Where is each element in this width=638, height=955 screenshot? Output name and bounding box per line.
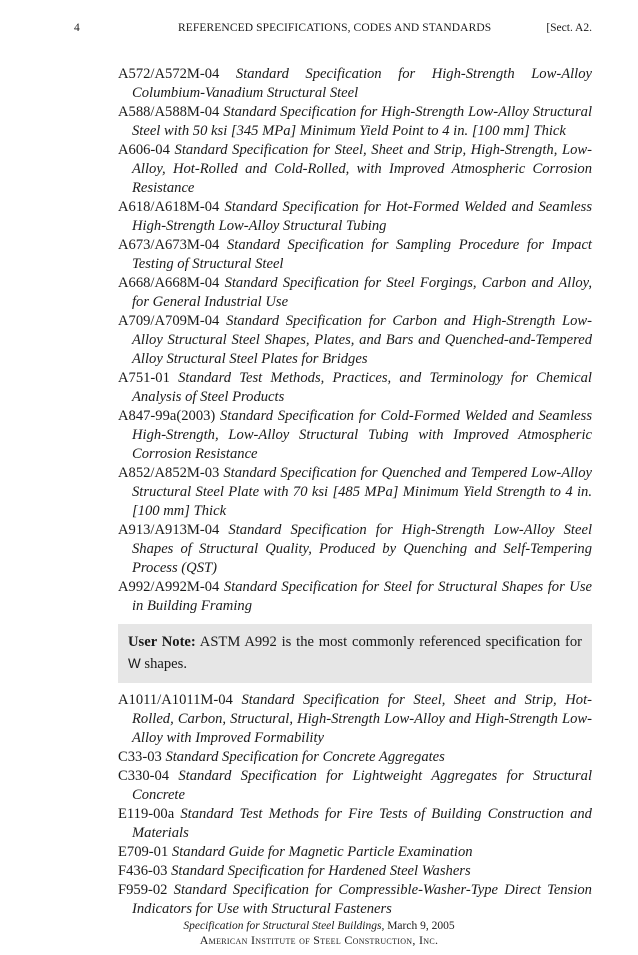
reference-code: A852/A852M-03 bbox=[118, 465, 220, 481]
running-title: REFERENCED SPECIFICATIONS, CODES AND STANDARDS bbox=[178, 22, 492, 34]
reference-title: Standard Specification for Cold-Formed Welded and Seamless High-Strength, Low-Alloy Structural Tubing with Improved Atmospheric Corrosion Resistance bbox=[132, 408, 593, 462]
reference-code: A992/A992M-04 bbox=[118, 579, 220, 595]
running-header bbox=[0, 22, 638, 38]
footer-date: March 9, 2005 bbox=[387, 920, 455, 932]
reference-title: Standard Test Methods for Fire Tests of Building Construction and Materials bbox=[132, 806, 592, 841]
reference-title: Standard Specification for Hardened Steel Washers bbox=[171, 863, 471, 879]
reference-title: Standard Specification for Hot-Formed Welded and Seamless High-Strength Low-Alloy Structural Tubing bbox=[132, 199, 592, 234]
reference-entry bbox=[118, 369, 592, 407]
reference-code: A668/A668M-04 bbox=[118, 275, 220, 291]
reference-title: Standard Test Methods, Practices, and Terminology for Chemical Analysis of Steel Products bbox=[132, 370, 592, 405]
reference-title: Standard Specification for Concrete Aggregates bbox=[165, 749, 445, 765]
footer-organization: American Institute of Steel Construction, Inc. bbox=[199, 933, 439, 947]
reference-title: Standard Specification for Compressible-Washer-Type Direct Tension Indicators for Use with Structural Fasteners bbox=[132, 882, 592, 917]
reference-title: Standard Specification for Sampling Procedure for Impact Testing of Structural Steel bbox=[132, 237, 592, 272]
reference-title: Standard Specification for Quenched and Tempered Low-Alloy Structural Steel Plate with 70 ksi [485 MPa] Minimum Yield Strength to 4 in. [100 mm] Thick bbox=[132, 465, 592, 519]
reference-entry bbox=[118, 691, 592, 748]
reference-code: C330-04 bbox=[118, 768, 170, 784]
reference-code: E119-00a bbox=[118, 806, 175, 822]
reference-entry bbox=[118, 103, 592, 141]
reference-entry bbox=[118, 274, 592, 312]
reference-code: A913/A913M-04 bbox=[118, 522, 220, 538]
reference-code: A709/A709M-04 bbox=[118, 313, 220, 329]
reference-code: A572/A572M-04 bbox=[118, 66, 220, 82]
page-number: 4 bbox=[74, 22, 80, 34]
reference-title: Standard Specification for Steel, Sheet and Strip, High-Strength, Low-Alloy, Hot-Rolled and Cold-Rolled, with Improved Atmospheric Corrosion Resistance bbox=[132, 142, 592, 196]
reference-title: Standard Specification for High-Strength Low-Alloy Steel Shapes of Structural Quality, Produced by Quenching and Self-Tempering Process (QST) bbox=[132, 522, 593, 576]
reference-entry bbox=[118, 65, 592, 103]
reference-entry bbox=[118, 141, 592, 198]
reference-code: A847-99a(2003) bbox=[118, 408, 216, 424]
reference-code: C33-03 bbox=[118, 749, 162, 765]
user-note-text: ASTM A992 is the most commonly referenced specification for bbox=[199, 634, 582, 650]
reference-entry bbox=[118, 236, 592, 274]
reference-code: A588/A588M-04 bbox=[118, 104, 220, 120]
section-label: [Sect. A2. bbox=[546, 22, 592, 34]
reference-entry bbox=[118, 198, 592, 236]
user-note-box bbox=[118, 624, 592, 683]
page-footer bbox=[0, 919, 638, 947]
reference-title: Standard Specification for Steel for Structural Shapes for Use in Building Framing bbox=[132, 579, 593, 614]
reference-entry bbox=[118, 748, 592, 767]
user-note-text-end: shapes. bbox=[144, 656, 187, 672]
user-note-shape-letter: W bbox=[128, 656, 141, 671]
reference-title: Standard Specification for High-Strength Low-Alloy Columbium-Vanadium Structural Steel bbox=[132, 66, 592, 101]
reference-entry bbox=[118, 862, 592, 881]
reference-code: A1011/A1011M-04 bbox=[118, 692, 233, 708]
footer-publication: Specification for Structural Steel Buildings, bbox=[183, 920, 385, 932]
reference-entry bbox=[118, 312, 592, 369]
reference-title: Standard Specification for High-Strength Low-Alloy Structural Steel with 50 ksi [345 MPa] Minimum Yield Point to 4 in. [100 mm] Thick bbox=[132, 104, 592, 139]
reference-entry bbox=[118, 407, 592, 464]
reference-code: F436-03 bbox=[118, 863, 168, 879]
reference-title: Standard Specification for Steel Forgings, Carbon and Alloy, for General Industrial Use bbox=[132, 275, 592, 310]
reference-title: Standard Specification for Steel, Sheet and Strip, Hot-Rolled, Carbon, Structural, High-Strength Low-Alloy and High-Strength Low-Alloy with Improved Formability bbox=[132, 692, 592, 746]
reference-entry bbox=[118, 521, 592, 578]
reference-title: Standard Guide for Magnetic Particle Examination bbox=[171, 844, 473, 860]
reference-code: F959-02 bbox=[118, 882, 168, 898]
reference-list-part-b bbox=[118, 691, 592, 919]
reference-code: E709-01 bbox=[118, 844, 169, 860]
footer-citation bbox=[0, 919, 638, 933]
reference-list-part-a bbox=[118, 65, 592, 616]
reference-entry bbox=[118, 578, 592, 616]
reference-entry bbox=[118, 881, 592, 919]
reference-entry bbox=[118, 767, 592, 805]
reference-title: Standard Specification for Carbon and High-Strength Low-Alloy Structural Steel Shapes, Plates, and Bars and Quenched-and-Tempered Alloy Structural Steel Plates for Bridges bbox=[132, 313, 592, 367]
user-note-label: User Note: bbox=[128, 634, 196, 650]
reference-entry bbox=[118, 464, 592, 521]
reference-code: A673/A673M-04 bbox=[118, 237, 220, 253]
reference-list bbox=[118, 65, 592, 919]
reference-code: A751-01 bbox=[118, 370, 170, 386]
reference-code: A618/A618M-04 bbox=[118, 199, 220, 215]
reference-code: A606-04 bbox=[118, 142, 170, 158]
reference-title: Standard Specification for Lightweight Aggregates for Structural Concrete bbox=[132, 768, 593, 803]
reference-entry bbox=[118, 805, 592, 843]
reference-entry bbox=[118, 843, 592, 862]
